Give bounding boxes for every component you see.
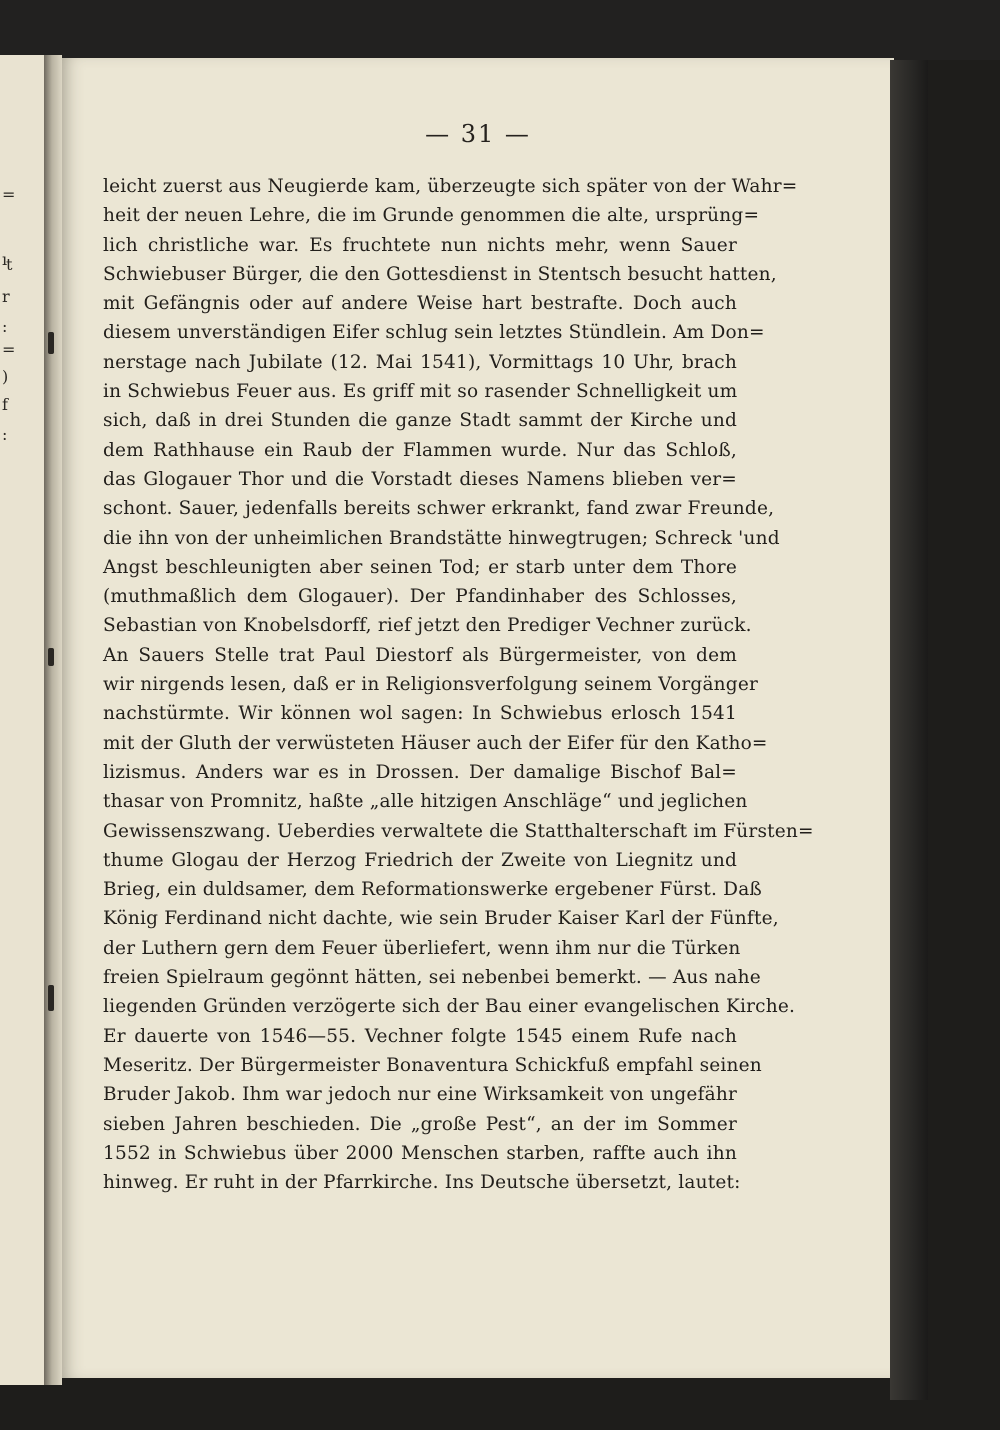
text-line: Sebastian von Knobelsdorff, rief jetzt den Prediger Vechner zurück. [103,615,752,637]
text-line: Brieg, ein duldsamer, dem Reformationswerke ergebener Fürst. Daß [103,879,762,901]
text-line: dem Rathhause ein Raub der Flammen wurde. Nur das Schloß, [103,439,737,461]
text-line: mit der Gluth der verwüsteten Häuser auch der Eifer für den Katho= [103,732,768,754]
text-line: Gewissenszwang. Ueberdies verwaltete die Statthalterschaft im Fürsten= [103,820,814,842]
text-line: 1552 in Schwiebus über 2000 Menschen starben, raffte auch ihn [103,1142,737,1164]
left-page-fragment: f [2,395,8,414]
text-line: liegenden Gründen verzögerte sich der Bau einer evangelischen Kirche. [103,996,796,1018]
book-gutter [44,55,62,1385]
text-line: (muthmaßlich dem Glogauer). Der Pfandinhaber des Schlosses, [103,586,737,608]
text-line: wir nirgends lesen, daß er in Religionsverfolgung seinem Vorgänger [103,674,759,696]
text-line: König Ferdinand nicht dachte, wie sein Bruder Kaiser Karl der Fünfte, [103,908,779,930]
text-line: mit Gefängnis oder auf andere Weise hart bestrafte. Doch auch [103,293,737,315]
text-line: schont. Sauer, jedenfalls bereits schwer erkrankt, fand zwar Freunde, [103,498,775,520]
text-line: das Glogauer Thor und die Vorstadt dieses Namens blieben ver= [103,468,737,490]
text-line: thasar von Promnitz, haßte „alle hitzigen Anschläge“ und jeglichen [103,791,748,813]
page-stack-edge [890,60,928,1400]
text-line: Schwiebuser Bürger, die den Gottesdienst in Stentsch besucht hatten, [103,263,777,285]
gutter-mark [48,985,54,1011]
text-line: Bruder Jakob. Ihm war jedoch nur eine Wirksamkeit von ungefähr [103,1084,737,1106]
left-page-fragment: t [6,255,13,274]
left-page-fragment: : [2,317,8,336]
text-line: nerstage nach Jubilate (12. Mai 1541), Vormittags 10 Uhr, brach [103,351,737,373]
text-line: hinweg. Er ruht in der Pfarrkirche. Ins Deutsche übersetzt, lautet: [103,1172,741,1194]
left-page-fragment: ) [2,367,9,386]
text-line: der Luthern gern dem Feuer überliefert, wenn ihm nur die Türken [103,937,741,959]
text-line: leicht zuerst aus Neugierde kam, überzeugte sich später von der Wahr= [103,176,798,197]
text-line: sieben Jahren beschieden. Die „große Pest“, an der im Sommer [103,1113,737,1135]
text-line: thume Glogau der Herzog Friedrich der Zweite von Liegnitz und [103,849,737,871]
left-page-fragment: = [2,340,16,359]
gutter-mark [48,332,54,354]
body-text [103,172,814,1197]
text-line: An Sauers Stelle trat Paul Diestorf als Bürgermeister, von dem [103,644,737,666]
text-line: die ihn von der unheimlichen Brandstätte hinwegtrugen; Schreck 'und [103,527,780,549]
text-line: lizismus. Anders war es in Drossen. Der damalige Bischof Bal= [103,761,737,783]
gutter-mark [48,648,54,666]
text-line: sich, daß in drei Stunden die ganze Stadt sammt der Kirche und [103,410,737,432]
text-line: lich christliche war. Es fruchtete nun nichts mehr, wenn Sauer [103,234,737,256]
text-line: Meseritz. Der Bürgermeister Bonaventura Schickfuß empfahl seinen [103,1054,762,1076]
text-line: Er dauerte von 1546—55. Vechner folgte 1545 einem Rufe nach [103,1025,737,1047]
text-line: in Schwiebus Feuer aus. Es griff mit so rasender Schnelligkeit um [103,381,738,403]
text-line: freien Spielraum gegönnt hätten, sei nebenbei bemerkt. — Aus nahe [103,967,761,989]
text-line: diesem unverständigen Eifer schlug sein letztes Stündlein. Am Don= [103,322,765,344]
text-line: Angst beschleunigten aber seinen Tod; er starb unter dem Thore [103,556,737,578]
text-line: nachstürmte. Wir können wol sagen: In Schwiebus erlosch 1541 [103,703,737,725]
scanner-background [0,0,1000,60]
left-page-fragment: = [2,185,16,204]
text-line: heit der neuen Lehre, die im Grunde genommen die alte, ursprüng= [103,205,760,227]
left-page-fragment: : [2,425,8,444]
page-number: — 31 — [425,120,531,148]
left-page-fragment: ı [2,250,8,269]
left-page-fragment: r [2,287,10,306]
